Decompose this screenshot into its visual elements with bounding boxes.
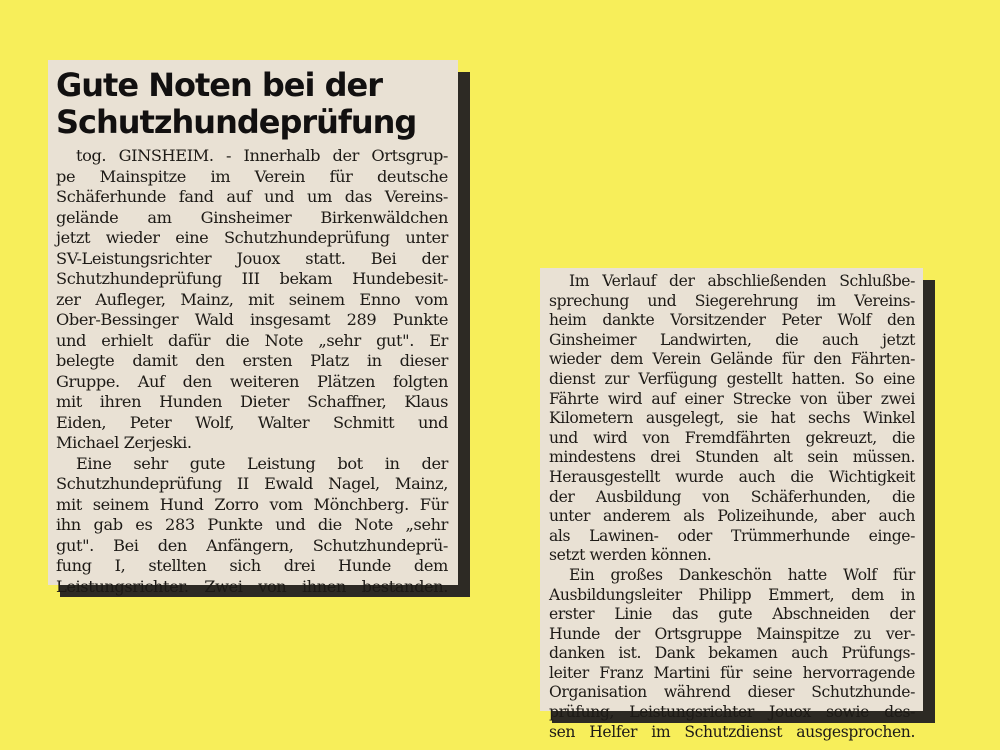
text-line: dienst zur Verfügung gestellt hatten. So eine — [549, 369, 915, 388]
text-line: und erhielt dafür die Note „sehr gut". Er — [56, 330, 448, 350]
text-line: setzt werden können. — [549, 546, 712, 565]
text-line: mit seinem Hund Zorro vom Mönchberg. Für — [56, 494, 448, 514]
text-line: gelände am Ginsheimer Birkenwäldchen — [56, 207, 448, 227]
text-line: mit ihren Hunden Dieter Schaffner, Klaus — [56, 392, 448, 411]
text-line: Kilometern ausgelegt, sie hat sechs Winkel — [549, 409, 915, 428]
text-line: Fährte wird auf einer Strecke von über zwei — [549, 389, 915, 408]
text-line: Ober-Bessinger Wald insgesamt 289 Punkte — [56, 310, 448, 329]
text-line: Ein großes Dankeschön hatte Wolf für — [569, 565, 915, 584]
text-line: der Ausbildung von Schäferhunden, die — [549, 487, 915, 506]
text-line: ihn gab es 283 Punkte und die Note „sehr — [56, 515, 448, 534]
text-line: leiter Franz Martini für seine hervorragende — [549, 663, 915, 682]
newspaper-clipping-right — [540, 268, 923, 741]
text-line: gut". Bei den Anfängern, Schutzhundeprü- — [56, 535, 448, 555]
text-line: jetzt wieder eine Schutzhundeprüfung unter — [56, 228, 448, 247]
text-line: Ginsheimer Landwirten, die auch jetzt — [549, 330, 915, 349]
text-line: Hunde der Ortsgruppe Mainspitze zu ver- — [549, 624, 915, 643]
text-line: Schäferhunde fand auf und um das Vereins- — [56, 187, 448, 206]
text-line: SV-Leistungsrichter Jouox statt. Bei der — [56, 248, 448, 268]
article-body-right — [549, 272, 915, 742]
text-line: als Lawinen- oder Trümmerhunde einge- — [549, 526, 915, 545]
text-line: Im Verlauf der abschließenden Schlußbe- — [569, 272, 915, 290]
text-line: Eiden, Peter Wolf, Walter Schmitt und — [56, 412, 448, 432]
text-line: zer Aufleger, Mainz, mit seinem Enno vom — [56, 289, 448, 309]
text-line: Herausgestellt wurde auch die Wichtigkeit — [549, 467, 915, 486]
text-line: belegte damit den ersten Platz in dieser — [56, 351, 448, 370]
text-line: tog. GINSHEIM. - Innerhalb der Ortsgrup- — [76, 146, 448, 165]
text-line: wieder dem Verein Gelände für den Fährten- — [549, 350, 915, 369]
article-body-left — [56, 146, 448, 597]
text-line: prüfung, Leistungsrichter Jouox sowie des- — [549, 703, 915, 722]
text-line: Schutzhundeprüfung III bekam Hundebesit- — [56, 269, 448, 288]
text-line: mindestens drei Stunden alt sein müssen. — [549, 448, 915, 467]
text-line: Michael Zerjeski. — [56, 433, 192, 452]
text-line: sprechung und Siegerehrung im Vereins- — [549, 291, 915, 310]
text-line: Organisation während dieser Schutzhunde- — [549, 683, 915, 702]
text-line: unter anderem als Polizeihunde, aber auch — [549, 507, 915, 526]
text-line: Gruppe. Auf den weiteren Plätzen folgten — [56, 371, 448, 391]
article-headline — [56, 67, 448, 141]
text-line: sen Helfer im Schutzdienst ausgesprochen. — [549, 722, 915, 741]
text-line: Leistungsrichter. Zwei von ihnen bestanden. — [56, 576, 448, 596]
text-line: erster Linie das gute Abschneiden der — [549, 605, 915, 624]
text-line: fung I, stellten sich drei Hunde dem — [56, 556, 448, 575]
text-line: und wird von Fremdfährten gekreuzt, die — [549, 428, 915, 447]
text-line: heim dankte Vorsitzender Peter Wolf den — [549, 311, 915, 330]
text-line: Eine sehr gute Leistung bot in der — [76, 453, 448, 473]
text-line: pe Mainspitze im Verein für deutsche — [56, 166, 448, 186]
headline-line: Schutzhundeprüfung — [56, 103, 417, 141]
text-line: danken ist. Dank bekamen auch Prüfungs- — [549, 644, 915, 663]
text-line: Schutzhundeprüfung II Ewald Nagel, Mainz, — [56, 474, 448, 493]
text-line: Ausbildungsleiter Philipp Emmert, dem in — [549, 585, 915, 604]
headline-line: Gute Noten bei der — [56, 66, 382, 104]
newspaper-clipping-left — [48, 60, 458, 596]
